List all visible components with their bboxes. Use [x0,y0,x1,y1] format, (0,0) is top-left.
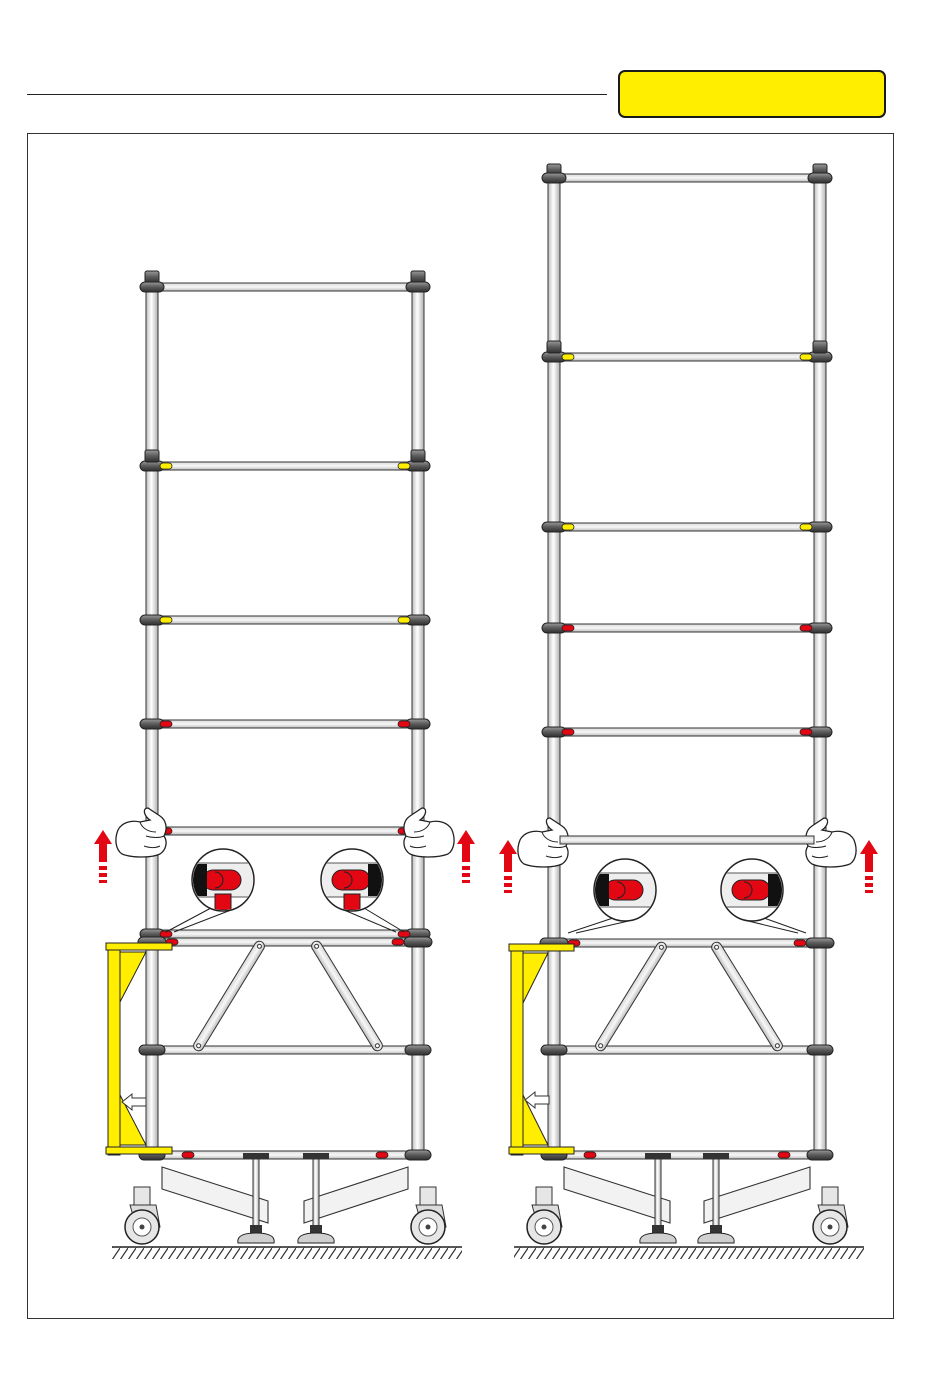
zoom-leader [174,910,231,932]
foot-screw [253,1159,259,1235]
stop-top [509,944,574,951]
rung-latch [778,1152,790,1158]
zoom-leader [764,918,806,933]
rung [158,720,412,728]
diagonal-brace [594,940,669,1052]
stop-upright [108,946,120,1155]
outrigger-arm [564,1167,670,1223]
foot-clamp [243,1153,269,1159]
stop-gusset [120,952,146,1002]
hand-icon [404,808,454,857]
rung [560,624,814,632]
latch-zoom-detail [585,859,665,921]
stop-bottom [106,1147,172,1154]
latch-zoom-detail [312,849,392,911]
rung [560,1151,814,1159]
foot-nut [710,1225,722,1233]
ground-hatch-icon [112,1247,462,1259]
caster-wheel-icon [411,1187,446,1244]
latch-zoom-detail [712,859,792,921]
stop-gusset [523,953,548,1003]
rung-latch [398,463,410,469]
rung [158,827,412,835]
outrigger-arm [162,1167,268,1223]
diagonal-brace [192,939,267,1052]
diagonal-brace [310,939,385,1052]
arrow-head [457,830,475,862]
arrow-dash [504,883,512,887]
wheel-axle [542,1225,547,1230]
latch-zoom-detail [183,849,263,911]
rung-clamp [807,1150,833,1160]
rung [158,1151,412,1159]
rung-clamp [807,1045,833,1055]
foot-screw [655,1159,661,1235]
zoom-leader [364,908,404,932]
right-tower-panel [499,164,878,1259]
rung-latch [160,721,172,727]
rung-latch [398,617,410,623]
zoom-leader [576,920,633,933]
arrow-dash [865,876,873,880]
rung-latch [800,729,812,735]
stop-upright [511,947,523,1155]
arrow-dash [99,880,107,883]
rung [158,616,412,624]
rung-latch [562,524,574,530]
arrow-dash [504,876,512,880]
wheel-axle [828,1225,833,1230]
caster-stem [134,1187,150,1207]
foot-pad [298,1233,334,1243]
arrow-dash [462,866,470,870]
foot-screw [713,1159,719,1235]
tube-cap [411,271,425,283]
caster-stem [822,1187,838,1207]
rung [560,353,814,361]
rung-latch [800,354,812,360]
rung-latch [160,617,172,623]
rung-clamp [806,938,834,948]
rung-clamp [808,173,832,183]
foot-screw [313,1159,319,1235]
foot-nut [310,1225,322,1233]
tube-cap [145,271,159,283]
rung-clamp [406,282,430,292]
arrow-dash [462,873,470,877]
foot-pad [640,1233,676,1243]
rung-clamp [542,173,566,183]
tube-cap [411,450,425,462]
rung-clamp [541,1045,567,1055]
red-up-arrow-icon [94,830,112,883]
rung-clamp [405,1045,431,1055]
stop-top [106,943,172,950]
zoom-latch [332,870,370,890]
arrow-head [499,840,517,872]
rung-latch [376,1152,388,1158]
upright-tube [814,174,826,1160]
caster-stem [420,1187,436,1207]
zoom-leader [344,910,396,932]
rung-latch [160,463,172,469]
red-up-arrow-icon [860,840,878,893]
tube-cap [813,341,827,353]
arrow-dash [462,880,470,883]
foot-nut [652,1225,664,1233]
rung [158,462,412,470]
outrigger-arm [304,1167,408,1223]
rung-latch [800,524,812,530]
rung [560,523,814,531]
foot-clamp [703,1153,729,1159]
stop-bottom [509,1147,574,1154]
zoom-content [183,863,263,910]
zoom-leader [568,918,613,933]
rung-latch [398,721,410,727]
wheel-axle [426,1225,431,1230]
rung-latch [562,729,574,735]
hand-icon [116,808,166,857]
arrow-dash [99,866,107,870]
foot-clamp [303,1153,329,1159]
ground-hatching [514,1247,864,1259]
arrow-dash [865,890,873,893]
zoom-lower-latch [344,894,360,910]
foot-nut [250,1225,262,1233]
arrow-dash [865,883,873,887]
caster-wheel-icon [813,1187,848,1244]
zoom-latch [732,880,770,900]
arrow-dash [504,890,512,893]
hand-outline [404,808,454,857]
rung-latch [562,625,574,631]
rung-clamp [140,282,164,292]
brace-bar [310,939,385,1052]
rung-latch [392,939,404,945]
upright-tube [548,174,560,1160]
rung-latch [800,625,812,631]
caster-stem [536,1187,552,1207]
rung [158,938,412,946]
zoom-lower-latch [215,894,231,910]
rung-latch [584,1152,596,1158]
rung-clamp [139,1045,165,1055]
wheel-axle [140,1225,145,1230]
caster-wheel-icon [527,1187,562,1244]
arrow-head [860,840,878,872]
rung [158,283,412,291]
caster-wheel-icon [125,1187,160,1244]
zoom-content [312,863,392,910]
foot-pad [698,1233,734,1243]
zoom-latch [605,880,643,900]
tube-cap [145,450,159,462]
foot-clamp [645,1153,671,1159]
brace-bar [594,940,669,1052]
rung [560,836,814,844]
diagonal-brace [710,940,785,1052]
zoom-latch [203,870,241,890]
rung [560,174,814,182]
brace-bar [192,939,267,1052]
rung-clamp [405,1150,431,1160]
zoom-leader [744,920,798,933]
rung-latch [562,354,574,360]
rung-latch [794,940,806,946]
arrow-dash [99,873,107,877]
arrow-head [94,830,112,862]
outrigger-arm [704,1167,810,1223]
red-up-arrow-icon [457,830,475,883]
rung-clamp [404,937,432,947]
left-tower-panel [94,271,475,1259]
rung [158,930,412,938]
ground-hatch-icon [514,1247,864,1259]
red-up-arrow-icon [499,840,517,893]
rung [560,728,814,736]
ground-hatching [112,1247,462,1259]
rung-latch [182,1152,194,1158]
tube-cap [547,341,561,353]
foot-pad [238,1233,274,1243]
hand-outline [116,808,166,857]
rung [560,939,814,947]
brace-bar [710,940,785,1052]
